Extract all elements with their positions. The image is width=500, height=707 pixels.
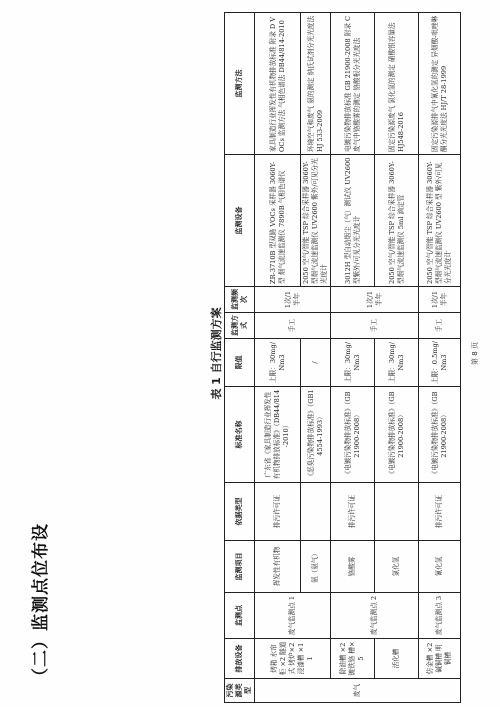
table-title: 表 1 自行监测方案 bbox=[210, 307, 223, 400]
limit-cell: 上限：0.5mg/Nm3 bbox=[419, 339, 461, 387]
point-cell: 废气监测点 2 bbox=[331, 593, 419, 639]
mode-cell: 手工 bbox=[331, 313, 419, 339]
header-pollutant-type: 污染源类型 bbox=[225, 679, 255, 703]
standard-cell: 《电镀污染物排放标准》（GB 21900-2008） bbox=[419, 387, 461, 483]
header-limit: 限值 bbox=[225, 339, 255, 387]
header-emission-source: 排放设备 bbox=[225, 639, 255, 679]
header-method: 监测方法 bbox=[225, 13, 255, 155]
equipment-cell: 2050 空气/智能 TSP 综合采样器 3060Y-型烟气流速监测仪 UV2600 紫外/可见分光光度计 bbox=[301, 155, 331, 287]
equipment-cell: 2050 空气/智能 TSP 综合采样器 3060Y-型烟气流速监测仪 UV2600 型 紫外/可见分光光度计 bbox=[419, 155, 461, 287]
table-row bbox=[255, 13, 301, 703]
mode-cell: 手工 bbox=[255, 313, 331, 339]
limit-cell: 上限：30mg/Nm3 bbox=[331, 339, 375, 387]
header-point: 监测点 bbox=[225, 593, 255, 639]
frequency-cell: 1次/1半年 bbox=[331, 287, 419, 313]
basis-cell bbox=[301, 483, 331, 541]
frequency-cell: 1次/1半年 bbox=[255, 287, 331, 313]
pollutant-type-cell: 废气 bbox=[255, 679, 461, 703]
limit-cell: / bbox=[301, 339, 331, 387]
page-number: 第 8 页 bbox=[471, 342, 479, 365]
method-cell: 家具制造行业挥发性有机物排放标准 附录 D VOCs 监测方法 气相色谱法 DB44/814-2010 bbox=[255, 13, 301, 155]
method-cell: 电镀污染物排放标准 GB 21900-2008 附录 C 废气中铬酸雾的测定 铬酸根分光光度法 bbox=[331, 13, 375, 155]
standard-cell: 广东省《家具制造行业挥发性有机物排放标准》（DB44/814-2010） bbox=[255, 387, 301, 483]
basis-cell: 排污许可证 bbox=[255, 483, 301, 541]
item-cell: 氨（氨气） bbox=[301, 541, 331, 593]
item-cell: 铬酸雾 bbox=[331, 541, 375, 593]
source-cell: 烤箱 水帘柜 ×2 隧道式 烤炉×2 浸漆槽 ×11 bbox=[255, 639, 331, 679]
source-cell: 除油槽 ×2 镀铁铬 槽×5 bbox=[331, 639, 375, 679]
item-cell: 氯化氢 bbox=[375, 541, 419, 593]
item-cell: 挥发性有机物 bbox=[255, 541, 301, 593]
header-standard: 标准名称 bbox=[225, 387, 255, 483]
source-cell: 活化槽 bbox=[375, 639, 419, 679]
frequency-cell: 1次/1半年 bbox=[419, 287, 461, 313]
item-cell: 氰化氢 bbox=[419, 541, 461, 593]
point-cell: 废气监测点 3 bbox=[419, 593, 461, 639]
basis-cell: 排污许可证 bbox=[331, 483, 375, 541]
header-mode: 监测方式 bbox=[225, 313, 255, 339]
basis-cell bbox=[375, 483, 419, 541]
header-equipment: 监测设备 bbox=[225, 155, 255, 287]
equipment-cell: 3012H 型自动烟尘（气）测试仪 UV2600 型紫外/可见分光光度计 bbox=[331, 155, 375, 287]
table-row bbox=[331, 13, 375, 703]
standard-cell: 《电镀污染物排放标准》（GB 21900-2008） bbox=[375, 387, 419, 483]
equipment-cell: 2050 空气/智能 TSP 综合采样器 3060Y-型烟气流速监测仪 5ml 滴定管 bbox=[375, 155, 419, 287]
standard-cell: 《电镀污染物排放标准》（GB 21900-2008） bbox=[331, 387, 375, 483]
equipment-cell: ZR-3710B 型双路 VOCs 采样器 3060Y-型 烟气流速监测仪 7890B 气相色谱仪 bbox=[255, 155, 301, 287]
point-cell: 废气监测点 1 bbox=[255, 593, 331, 639]
mode-cell: 手工 bbox=[419, 313, 461, 339]
standard-cell: 《恶臭污染物排放标准》（GB14554-1993） bbox=[301, 387, 331, 483]
method-cell: 固定污染源排气中氰化氢的测定 异烟酸-吡唑啉酮分光光度法 HJ/T 28-1999 bbox=[419, 13, 461, 155]
section-heading: （二）监测点位布设 bbox=[31, 523, 51, 685]
header-basis: 依据类型 bbox=[225, 483, 255, 541]
source-cell: 仿金槽 ×2 碱铜槽 明铜槽 bbox=[419, 639, 461, 679]
limit-cell: 上限：30mg/Nm3 bbox=[375, 339, 419, 387]
limit-cell: 上限：30mg/Nm3 bbox=[255, 339, 301, 387]
table-row bbox=[419, 13, 461, 703]
method-cell: 固定污染源废气 氯化氢的测定 硝酸银容量法 HJ548-2016 bbox=[375, 13, 419, 155]
monitoring-plan-table bbox=[224, 12, 461, 703]
table-header-row bbox=[225, 13, 255, 703]
method-cell: 环境空气和废气 氨的测定 纳氏试剂分光光度法 HJ 533-2009 bbox=[301, 13, 331, 155]
basis-cell: 排污许可证 bbox=[419, 483, 461, 541]
header-item: 监测项目 bbox=[225, 541, 255, 593]
header-frequency: 监测频次 bbox=[225, 287, 255, 313]
